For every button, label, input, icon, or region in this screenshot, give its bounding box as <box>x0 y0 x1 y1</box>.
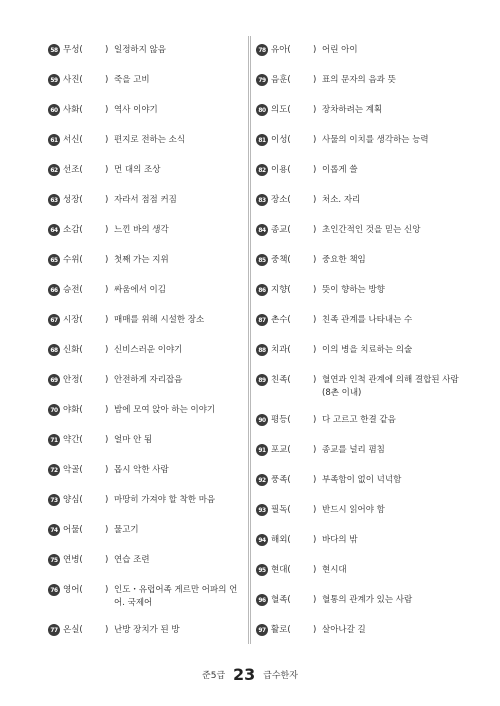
answer-blank-close: ) <box>313 505 317 515</box>
word-meaning: 마땅히 가져야 할 착한 마음 <box>114 495 216 505</box>
answer-blank-close: ) <box>313 375 317 385</box>
footer-grade: 준5급 <box>202 671 226 681</box>
korean-word: 유아( <box>271 45 291 55</box>
column-divider <box>248 36 251 644</box>
korean-word: 악골( <box>63 465 83 475</box>
answer-blank-close: ) <box>105 625 109 635</box>
korean-word: 필독( <box>271 505 291 515</box>
footer-title: 급수한자 <box>263 671 298 681</box>
question-number-badge: 95 <box>256 564 268 576</box>
question-number-badge: 66 <box>48 284 60 296</box>
answer-blank-close: ) <box>105 405 109 415</box>
answer-blank-close: ) <box>105 315 109 325</box>
question-number-badge: 76 <box>48 584 60 596</box>
word-meaning: 첫째 가는 지위 <box>114 255 169 265</box>
korean-word: 음훈( <box>271 75 291 85</box>
word-meaning: 반드시 읽어야 함 <box>322 505 385 515</box>
korean-word: 약간( <box>63 435 83 445</box>
answer-blank-close: ) <box>313 535 317 545</box>
word-meaning: 사물의 이치를 생각하는 능력 <box>322 135 429 145</box>
answer-blank-close: ) <box>105 435 109 445</box>
answer-blank-close: ) <box>105 165 109 175</box>
korean-word: 영어( <box>63 585 83 595</box>
answer-blank-close: ) <box>313 415 317 425</box>
question-number-badge: 58 <box>48 44 60 56</box>
korean-word: 무성( <box>63 45 83 55</box>
question-number-badge: 64 <box>48 224 60 236</box>
korean-word: 이성( <box>271 135 291 145</box>
answer-blank-close: ) <box>105 105 109 115</box>
question-number-badge: 65 <box>48 254 60 266</box>
korean-word: 수위( <box>63 255 83 265</box>
word-meaning: 뜻이 향하는 방향 <box>322 285 385 295</box>
answer-blank-close: ) <box>313 445 317 455</box>
answer-blank-close: ) <box>105 495 109 505</box>
question-number-badge: 91 <box>256 444 268 456</box>
question-number-badge: 96 <box>256 594 268 606</box>
word-meaning: 몹시 악한 사람 <box>114 465 169 475</box>
question-number-badge: 60 <box>48 104 60 116</box>
korean-word: 친족( <box>271 375 291 385</box>
word-meaning: 난방 장치가 된 방 <box>114 625 180 635</box>
answer-blank-close: ) <box>313 285 317 295</box>
answer-blank-close: ) <box>313 195 317 205</box>
answer-blank-close: ) <box>105 345 109 355</box>
korean-word: 소감( <box>63 225 83 235</box>
question-number-badge: 94 <box>256 534 268 546</box>
question-number-badge: 67 <box>48 314 60 326</box>
word-meaning: 혈통의 관계가 있는 사람 <box>322 595 413 605</box>
korean-word: 풍족( <box>271 475 291 485</box>
korean-word: 현대( <box>271 565 291 575</box>
answer-blank-close: ) <box>313 165 317 175</box>
word-meaning: 편지로 전하는 소식 <box>114 135 186 145</box>
answer-blank-close: ) <box>105 465 109 475</box>
word-meaning: 현시대 <box>322 565 347 575</box>
korean-word: 사진( <box>63 75 83 85</box>
korean-word: 안정( <box>63 375 83 385</box>
korean-word: 포교( <box>271 445 291 455</box>
answer-blank-close: ) <box>313 475 317 485</box>
korean-word: 시장( <box>63 315 83 325</box>
korean-word: 종교( <box>271 225 291 235</box>
word-meaning: 안전하게 자리잡음 <box>114 375 183 385</box>
page-footer <box>0 665 500 684</box>
page-number: 23 <box>233 665 256 684</box>
question-number-badge: 84 <box>256 224 268 236</box>
korean-word: 양심( <box>63 495 83 505</box>
question-number-badge: 82 <box>256 164 268 176</box>
word-meaning: 느낀 바의 생각 <box>114 225 169 235</box>
answer-blank-close: ) <box>105 585 109 595</box>
question-number-badge: 87 <box>256 314 268 326</box>
answer-blank-close: ) <box>105 555 109 565</box>
question-number-badge: 71 <box>48 434 60 446</box>
word-meaning: 바다의 밖 <box>322 535 358 545</box>
question-number-badge: 97 <box>256 624 268 636</box>
korean-word: 촌수( <box>271 315 291 325</box>
answer-blank-close: ) <box>105 75 109 85</box>
word-meaning: 혈연과 인척 관계에 의해 결합된 사람(8촌 이내) <box>322 375 459 398</box>
question-number-badge: 83 <box>256 194 268 206</box>
word-meaning: 종교를 널리 폄침 <box>322 445 385 455</box>
answer-blank-close: ) <box>313 225 317 235</box>
korean-word: 사화( <box>63 105 83 115</box>
word-meaning: 신비스러운 이야기 <box>114 345 183 355</box>
word-meaning: 얼마 안 됨 <box>114 435 153 445</box>
answer-blank-close: ) <box>313 45 317 55</box>
answer-blank-close: ) <box>313 565 317 575</box>
answer-blank-close: ) <box>105 285 109 295</box>
word-meaning: 자라서 점점 커짐 <box>114 195 177 205</box>
word-meaning: 역사 이야기 <box>114 105 158 115</box>
word-meaning: 처소. 자리 <box>322 195 361 205</box>
question-number-badge: 90 <box>256 414 268 426</box>
question-number-badge: 72 <box>48 464 60 476</box>
word-meaning: 표의 문자의 음과 뜻 <box>322 75 396 85</box>
answer-blank-close: ) <box>105 45 109 55</box>
korean-word: 해외( <box>271 535 291 545</box>
question-number-badge: 62 <box>48 164 60 176</box>
question-number-badge: 70 <box>48 404 60 416</box>
question-number-badge: 93 <box>256 504 268 516</box>
question-number-badge: 61 <box>48 134 60 146</box>
question-number-badge: 75 <box>48 554 60 566</box>
word-meaning: 죽을 고비 <box>114 75 150 85</box>
korean-word: 서신( <box>63 135 83 145</box>
korean-word: 장소( <box>271 195 291 205</box>
question-number-badge: 77 <box>48 624 60 636</box>
word-meaning: 매매를 위해 시설한 장소 <box>114 315 205 325</box>
word-meaning: 부족함이 없이 넉넉함 <box>322 475 402 485</box>
answer-blank-close: ) <box>313 625 317 635</box>
korean-word: 지향( <box>271 285 291 295</box>
korean-word: 치과( <box>271 345 291 355</box>
korean-word: 활로( <box>271 625 291 635</box>
korean-word: 성장( <box>63 195 83 205</box>
question-number-badge: 78 <box>256 44 268 56</box>
question-number-badge: 63 <box>48 194 60 206</box>
word-meaning: 중요한 책임 <box>322 255 366 265</box>
korean-word: 승전( <box>63 285 83 295</box>
word-meaning: 먼 대의 조상 <box>114 165 161 175</box>
korean-word: 연병( <box>63 555 83 565</box>
word-meaning: 물고기 <box>114 525 139 535</box>
korean-word: 선조( <box>63 165 83 175</box>
word-meaning: 친족 관계를 나타내는 수 <box>322 315 413 325</box>
korean-word: 중책( <box>271 255 291 265</box>
answer-blank-close: ) <box>313 135 317 145</box>
word-meaning: 연습 조련 <box>114 555 150 565</box>
question-number-badge: 85 <box>256 254 268 266</box>
word-meaning: 이의 병을 치료하는 의술 <box>322 345 413 355</box>
question-number-badge: 86 <box>256 284 268 296</box>
word-meaning: 이롭게 쓸 <box>322 165 358 175</box>
answer-blank-close: ) <box>105 135 109 145</box>
question-number-badge: 80 <box>256 104 268 116</box>
word-meaning: 장차하려는 계획 <box>322 105 383 115</box>
word-meaning: 살아나갈 길 <box>322 625 366 635</box>
question-number-badge: 79 <box>256 74 268 86</box>
korean-word: 온실( <box>63 625 83 635</box>
word-meaning: 인도・유럽어족 게르만 어파의 언어. 국제어 <box>114 585 238 608</box>
word-meaning: 밤에 모여 앉아 하는 이야기 <box>114 405 216 415</box>
answer-blank-close: ) <box>313 75 317 85</box>
question-number-badge: 69 <box>48 374 60 386</box>
question-number-badge: 59 <box>48 74 60 86</box>
word-meaning: 일정하지 않음 <box>114 45 166 55</box>
answer-blank-close: ) <box>105 195 109 205</box>
question-number-badge: 88 <box>256 344 268 356</box>
answer-blank-close: ) <box>105 375 109 385</box>
question-number-badge: 74 <box>48 524 60 536</box>
korean-word: 어물( <box>63 525 83 535</box>
answer-blank-close: ) <box>313 595 317 605</box>
question-number-badge: 81 <box>256 134 268 146</box>
answer-blank-close: ) <box>313 255 317 265</box>
answer-blank-close: ) <box>313 345 317 355</box>
korean-word: 의도( <box>271 105 291 115</box>
korean-word: 혈족( <box>271 595 291 605</box>
korean-word: 야화( <box>63 405 83 415</box>
question-number-badge: 89 <box>256 374 268 386</box>
question-number-badge: 92 <box>256 474 268 486</box>
word-meaning: 초인간적인 것을 믿는 신앙 <box>322 225 421 235</box>
word-meaning: 다 고르고 한결 같음 <box>322 415 396 425</box>
korean-word: 신화( <box>63 345 83 355</box>
korean-word: 평등( <box>271 415 291 425</box>
answer-blank-close: ) <box>313 105 317 115</box>
answer-blank-close: ) <box>313 315 317 325</box>
korean-word: 이용( <box>271 165 291 175</box>
word-meaning: 어린 아이 <box>322 45 358 55</box>
answer-blank-close: ) <box>105 225 109 235</box>
question-number-badge: 68 <box>48 344 60 356</box>
answer-blank-close: ) <box>105 255 109 265</box>
answer-blank-close: ) <box>105 525 109 535</box>
question-number-badge: 73 <box>48 494 60 506</box>
word-meaning: 싸움에서 이김 <box>114 285 166 295</box>
